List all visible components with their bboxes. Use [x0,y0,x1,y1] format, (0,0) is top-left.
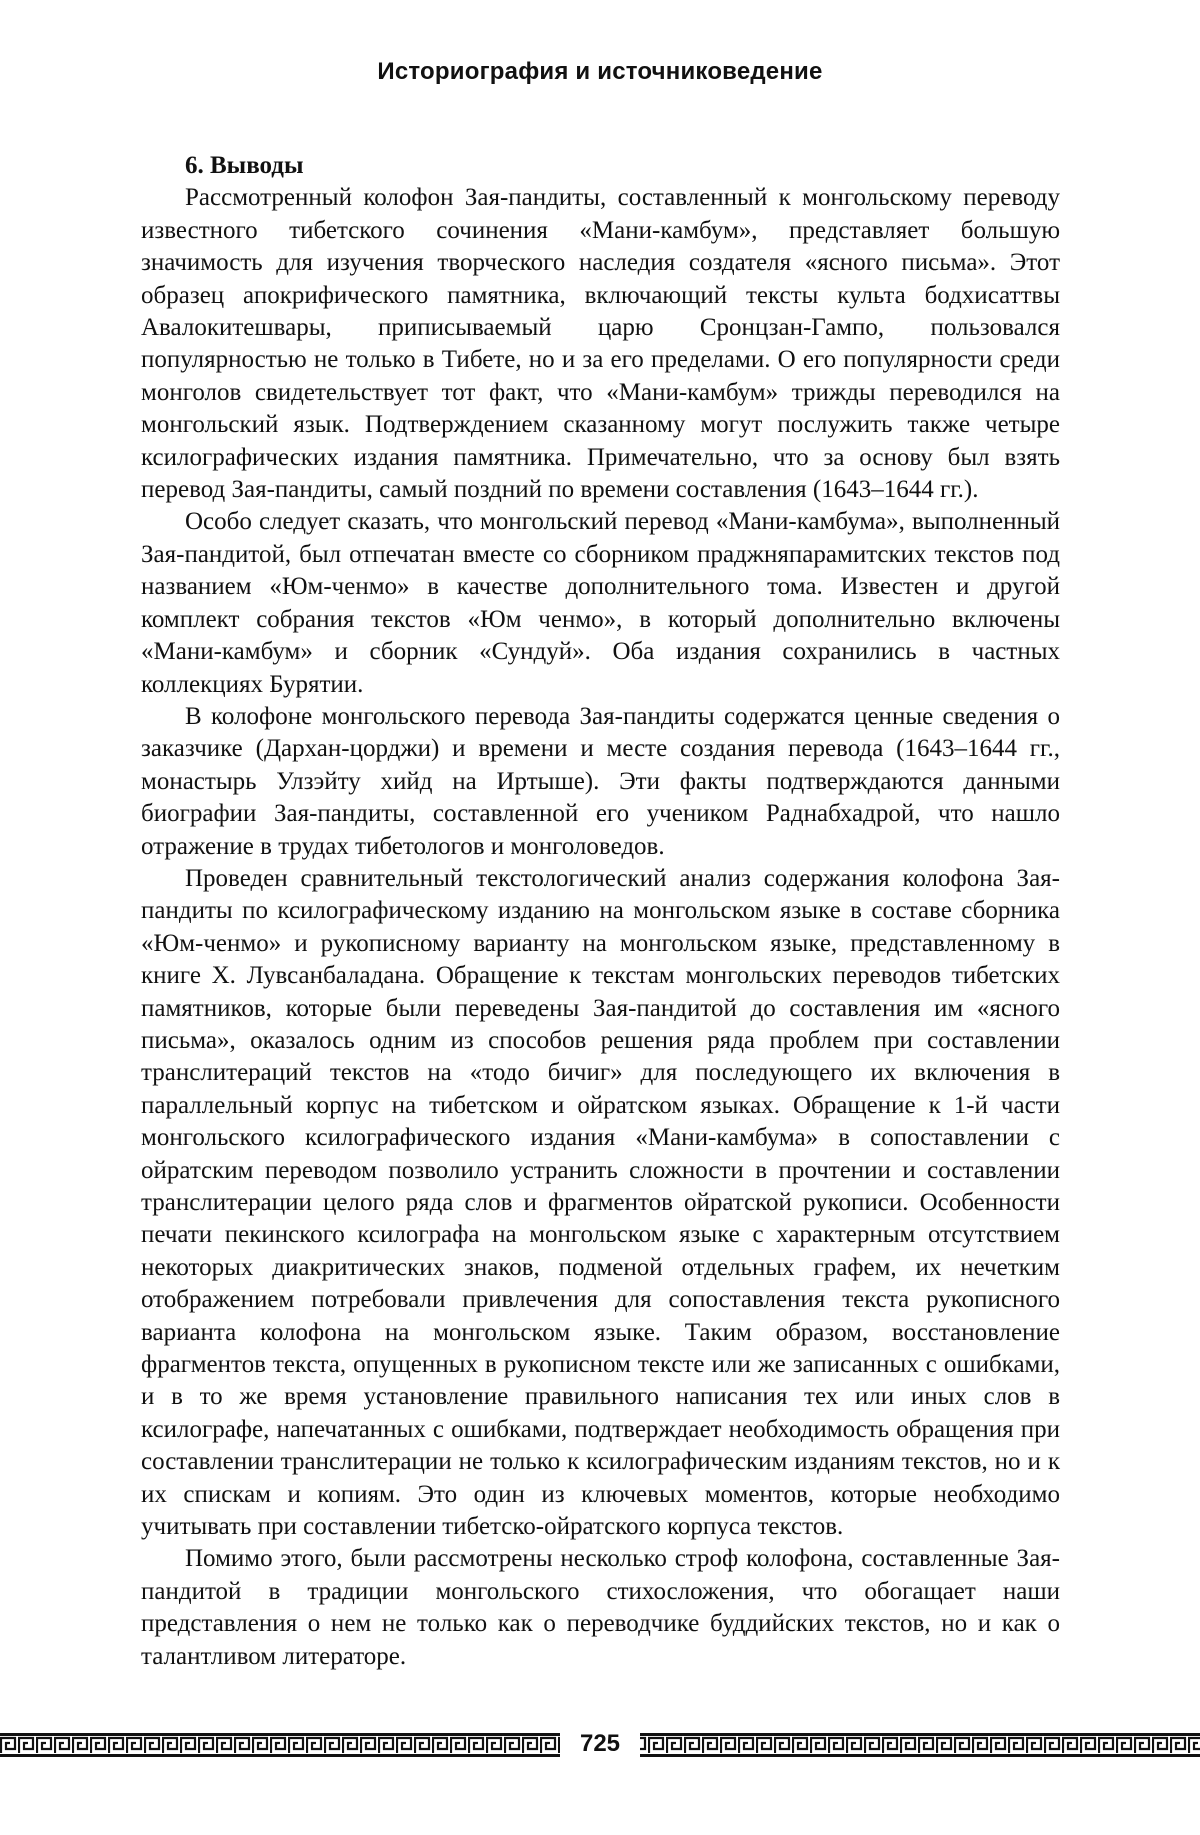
paragraph-3: В колофоне монгольского перевода Зая-пандиты содержатся ценные сведения о заказчике (Дархан-цорджи) и времени и месте создания перевода (1643–1644 гг., монастырь Улзэйту хийд на Иртыше). Эти факты подтверждаются данными биографии Зая-пандиты, составленной его учеником Раднабхадрой, что нашло отражение в трудах тибетологов и монголоведов. [141,702,1060,860]
article-body [141,150,1060,1673]
paragraph-4: Проведен сравнительный текстологический анализ содержания колофона Зая-пандиты по ксилографическому изданию на монгольском языке в составе сборника «Юм-ченмо» и рукописному варианту на монгольском языке, представленному в книге Х. Лувсанбаладана. Обращение к текстам монгольских переводов тибетских памятников, которые были переведены Зая-пандитой до составления им «ясного письма», оказалось одним из способов решения ряда проблем при составлении транслитераций текстов на «тодо бичиг» для последующего их включения в параллельный корпус на тибетском и ойратском языках. Обращение к 1-й части монгольского ксилографического издания «Мани-камбума» в сопоставлении с ойратским переводом позволило устранить сложности в прочтении и составлении транслитерации целого ряда слов и фрагментов ойратской рукописи. Особенности печати пекинского ксилографа на монгольском языке с характерным отсутствием некоторых диакритических знаков, подменой отдельных графем, их нечетким отображением потребовали привлечения для сопоставления текста рукописного варианта колофона на монгольском языке. Таким образом, восстановление фрагментов текста, опущенных в рукописном тексте или же записанных с ошибками, и в то же время установление правильного написания тех или иных слов в ксилографе, напечатанных с ошибками, подтверждает необходимость обращения при составлении транслитерации не только к ксилографическим изданиям текстов, но и к их спискам и копиям. Это один из ключевых моментов, которые необходимо учитывать при составлении тибетско-ойратского корпуса текстов. [141,864,1060,1541]
running-header: Историография и источниковедение [377,58,823,85]
paragraph-2: Особо следует сказать, что монгольский перевод «Мани-камбума», выполненный Зая-пандитой, был отпечатан вместе со сборником праджняпарамитских текстов под названием «Юм-ченмо» в качестве дополнительного тома. Известен и другой комплект собрания текстов «Юм ченмо», в который дополнительно включены «Мани-камбум» и сборник «Сундуй». Оба издания сохранились в частных коллекциях Бурятии. [141,508,1060,698]
paragraph-1: Рассмотренный колофон Зая-пандиты, составленный к монгольскому переводу известного тибетского сочинения «Мани-камбум», представляет большую значимость для изучения творческого наследия создателя «ясного письма». Этот образец апокрифического памятника, включающий тексты культа бодхисаттвы Авалокитешвары, приписываемый царю Сронцзан-Гампо, пользовался популярностью не только в Тибете, но и за его пределами. О его популярности среди монголов свидетельствует тот факт, что «Мани-камбум» трижды переводился на монгольский язык. Подтверждением сказанному могут послужить также четыре ксилографических издания памятника. Примечательно, что за основу был взять перевод Зая-пандиты, самый поздний по времени составления (1643–1644 гг.). [141,184,1060,504]
paragraph-5: Помимо этого, были рассмотрены несколько строф колофона, составленные Зая-пандитой в традиции монгольского стихосложения, что обогащает наши представления о нем не только как о переводчике буддийских текстов, но и как о талантливом литераторе. [141,1545,1060,1670]
section-title: 6. Выводы [185,152,304,179]
page-number: 725 [560,1729,640,1759]
